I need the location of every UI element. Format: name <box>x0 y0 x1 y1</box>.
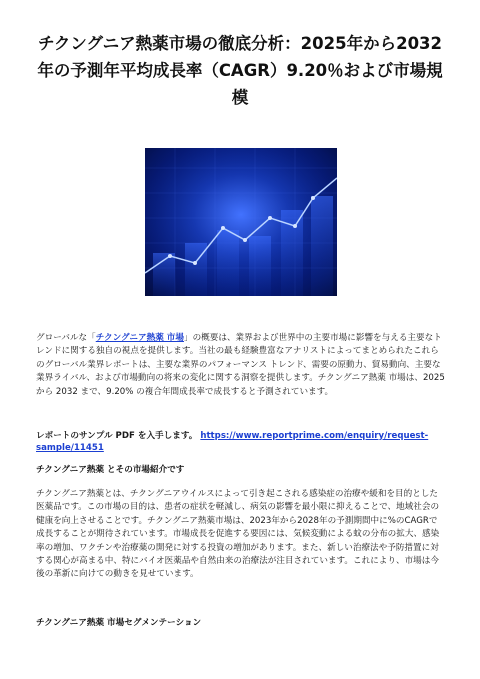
hero-image <box>145 148 337 296</box>
intro-prefix: グローバルな「 <box>36 333 96 343</box>
sample-request-link[interactable]: https://www.reportprime.com/enquiry/request-sample/11451 <box>36 431 429 454</box>
section-heading-segmentation: チクングニア熱薬 市場セグメンテーション <box>36 618 202 628</box>
section-heading-introduction: チクングニア熱薬 とその市場紹介です <box>36 465 185 475</box>
growth-chart-graphic <box>145 148 337 296</box>
intro-suffix: 」の概要は、業界および世界中の主要市場に影響を与える主要なトレンドに関する独自の視点を提供します。当社の最も経験豊富なアナリストによってまとめられたこれらのグローバル業界レポートは、主要な業界のパフォーマンス トレンド、需要の原動力、貿易動向、主要な業界ライバル、および市場動向の将来の変化に関する洞察を提供します。チクングニア熱薬 市場は、2025 から 2032 まで、9.20% の複合年間成長率で成長すると予測されています。 <box>36 333 445 397</box>
market-link[interactable]: チクングニア熱薬 市場 <box>95 333 184 343</box>
section-introduction-body: チクングニア熱薬とは、チクングニアウイルスによって引き起こされる感染症の治療や緩和を目的とした医薬品です。この市場の目的は、患者の症状を軽減し、病気の影響を最小限に抑えることで、地域社会の健康を向上させることです。チクングニア熱薬市場は、2023年から2028年の予測期間中に%のCAGRで成長することが期待されています。市場成長を促進する要因には、気候変動による蚊の分布の拡大、感染率の増加、ワクチンや治療薬の開発に対する投資の増加があります。また、新しい治療法や予防措置に対する関心が高まる中、特にバイオ医薬品や自然由来の治療法が注目されています。これにより、市場は今後の革新に向けての動きを見せています。 <box>36 489 440 580</box>
sample-label: レポートのサンプル PDF を入手します。 <box>36 431 198 441</box>
sample-request-paragraph <box>36 430 446 455</box>
intro-paragraph <box>36 332 446 399</box>
page-title: チクングニア熱薬市場の徹底分析：2025年から2032年の予測年平均成長率（CAGR）9.20％および市場規模 <box>37 34 443 107</box>
